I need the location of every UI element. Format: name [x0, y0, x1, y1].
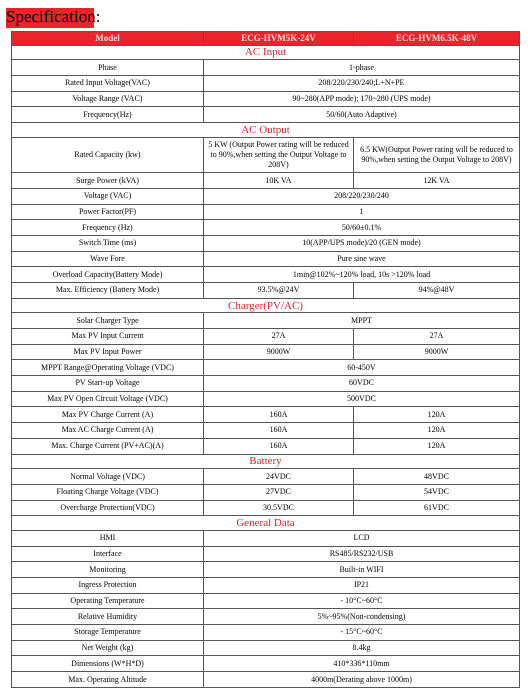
page-title: Specification: — [6, 7, 101, 26]
spec-row — [12, 672, 520, 688]
spec-row — [12, 188, 520, 204]
spec-row — [12, 267, 520, 283]
spec-row — [12, 609, 520, 625]
spec-label: Max PV Charge Current (A) — [12, 407, 204, 423]
spec-value: 60VDC — [204, 376, 520, 392]
spec-label: Dimensions (W*H*D) — [12, 656, 204, 672]
spec-value-model-2: 6.5 KW(Output Power rating will be reduced to 90%,when setting the Output Voltage to 208V) — [354, 137, 520, 173]
spec-label: Phase — [12, 60, 204, 76]
spec-value: MPPT — [204, 313, 520, 329]
spec-value: 1 — [204, 204, 520, 220]
spec-row — [12, 656, 520, 672]
spec-value-model-1: 160A — [204, 438, 354, 454]
spec-value-model-1: 160A — [204, 423, 354, 439]
spec-value-model-2: 12K VA — [354, 173, 520, 189]
spec-value: IP21 — [204, 577, 520, 593]
spec-value: - 10°C~60°C — [204, 593, 520, 609]
spec-label: Wave Fore — [12, 251, 204, 267]
section-title: AC Output — [12, 122, 520, 137]
spec-row — [12, 91, 520, 107]
spec-value: LCD — [204, 530, 520, 546]
spec-row — [12, 60, 520, 76]
spec-row — [12, 577, 520, 593]
spec-label: Switch Time (ms) — [12, 235, 204, 251]
spec-row — [12, 283, 520, 299]
spec-value-model-2: 48VDC — [354, 469, 520, 485]
spec-value-model-2: 120A — [354, 438, 520, 454]
header-model: Model — [12, 32, 204, 46]
spec-row — [12, 204, 520, 220]
spec-value-model-1: 24VDC — [204, 469, 354, 485]
section-title: Charger(PV/AC) — [12, 298, 520, 313]
spec-label: Max. Operating Altitude — [12, 672, 204, 688]
spec-row — [12, 500, 520, 516]
spec-value-model-2: 94%@48V — [354, 283, 520, 299]
spec-label: Surge Power (kVA) — [12, 173, 204, 189]
spec-row — [12, 344, 520, 360]
spec-value: 8.4kg — [204, 640, 520, 656]
spec-value: 4000m(Derating above 1000m) — [204, 672, 520, 688]
header-col2: ECG-HVM6.5K-48V — [354, 32, 520, 46]
spec-row — [12, 251, 520, 267]
spec-table-body — [12, 32, 520, 688]
spec-value: 10(APP/UPS mode)/20 (GEN mode) — [204, 235, 520, 251]
spec-label: Storage Temperature — [12, 624, 204, 640]
spec-value-model-1: 27A — [204, 329, 354, 345]
section-title: Battery — [12, 454, 520, 469]
section-header-row — [12, 122, 520, 137]
spec-row — [12, 329, 520, 345]
section-header-row — [12, 45, 520, 60]
spec-row — [12, 546, 520, 562]
spec-value: 60-450V — [204, 360, 520, 376]
spec-value-model-1: 160A — [204, 407, 354, 423]
spec-label: Max. Charge Current (PV+AC)(A) — [12, 438, 204, 454]
spec-row — [12, 313, 520, 329]
spec-value-model-1: 5 KW (Output Power rating will be reduced to 90%,when setting the Output Voltage to 208V) — [204, 137, 354, 173]
spec-value: - 15°C~60°C — [204, 624, 520, 640]
spec-row — [12, 593, 520, 609]
spec-value: 50/60±0.1% — [204, 220, 520, 236]
spec-label: Max AC Charge Current (A) — [12, 423, 204, 439]
spec-value: 50/60(Auto Adaptive) — [204, 107, 520, 123]
spec-label: Net Weight (kg) — [12, 640, 204, 656]
spec-row — [12, 235, 520, 251]
spec-value: 208/220/230/240 — [204, 188, 520, 204]
spec-value-model-1: 93.5%@24V — [204, 283, 354, 299]
spec-value-model-2: 120A — [354, 407, 520, 423]
spec-row — [12, 360, 520, 376]
spec-row — [12, 469, 520, 485]
spec-label: Floating Charge Voltage (VDC) — [12, 484, 204, 500]
spec-row — [12, 107, 520, 123]
spec-row — [12, 137, 520, 173]
spec-value: 1min@102%~120% load, 10s >120% load — [204, 267, 520, 283]
spec-row — [12, 173, 520, 189]
spec-value-model-2: 9000W — [354, 344, 520, 360]
section-header-row — [12, 454, 520, 469]
spec-row — [12, 640, 520, 656]
spec-value: 1-phase — [204, 60, 520, 76]
spec-label: Max PV Input Current — [12, 329, 204, 345]
spec-label: Normal Voltage (VDC) — [12, 469, 204, 485]
spec-label: MPPT Range@Operating Voltage (VDC) — [12, 360, 204, 376]
header-row — [12, 32, 520, 46]
spec-label: Monitoring — [12, 562, 204, 578]
spec-label: HMI — [12, 530, 204, 546]
spec-row — [12, 391, 520, 407]
section-header-row — [12, 298, 520, 313]
spec-label: Max. Efficiency (Battery Mode) — [12, 283, 204, 299]
spec-label: Overload Capacity(Battery Mode) — [12, 267, 204, 283]
spec-label: Frequency(Hz) — [12, 107, 204, 123]
spec-label: Max PV Input Power — [12, 344, 204, 360]
spec-row — [12, 75, 520, 91]
spec-label: Rated Input Voltage(VAC) — [12, 75, 204, 91]
spec-row — [12, 530, 520, 546]
spec-row — [12, 438, 520, 454]
spec-value: 5%~95%(Non-condensing) — [204, 609, 520, 625]
spec-value: Pure sine wave — [204, 251, 520, 267]
spec-label: Overcharge Protection(VDC) — [12, 500, 204, 516]
spec-label: Ingress Protection — [12, 577, 204, 593]
spec-value: 208/220/230/240;L+N+PE — [204, 75, 520, 91]
spec-value: 90~280(APP mode); 170~280 (UPS mode) — [204, 91, 520, 107]
spec-value-model-1: 9000W — [204, 344, 354, 360]
spec-label: Voltage Range (VAC) — [12, 91, 204, 107]
spec-value-model-2: 61VDC — [354, 500, 520, 516]
section-header-row — [12, 516, 520, 531]
header-col1: ECG-HVM5K-24V — [204, 32, 354, 46]
spec-value-model-2: 120A — [354, 423, 520, 439]
spec-value-model-1: 30.5VDC — [204, 500, 354, 516]
spec-label: Solar Charger Type — [12, 313, 204, 329]
spec-row — [12, 220, 520, 236]
spec-label: Rated Capacity (kw) — [12, 137, 204, 173]
spec-value: RS485/RS232/USB — [204, 546, 520, 562]
spec-value: Built-in WIFI — [204, 562, 520, 578]
spec-row — [12, 624, 520, 640]
spec-value-model-1: 10K VA — [204, 173, 354, 189]
spec-label: PV Start-up Voltage — [12, 376, 204, 392]
spec-label: Power Factor(PF) — [12, 204, 204, 220]
spec-label: Voltage (VAC) — [12, 188, 204, 204]
spec-row — [12, 376, 520, 392]
spec-table — [11, 31, 520, 688]
spec-value-model-1: 27VDC — [204, 484, 354, 500]
section-title: AC Input — [12, 45, 520, 60]
spec-value-model-2: 54VDC — [354, 484, 520, 500]
spec-row — [12, 562, 520, 578]
spec-label: Interface — [12, 546, 204, 562]
spec-value: 410*336*110mm — [204, 656, 520, 672]
spec-label: Relative Humidity — [12, 609, 204, 625]
spec-row — [12, 423, 520, 439]
spec-row — [12, 484, 520, 500]
spec-label: Operating Temperature — [12, 593, 204, 609]
spec-value: 500VDC — [204, 391, 520, 407]
spec-label: Frequency (Hz) — [12, 220, 204, 236]
spec-label: Max PV Open Circuit Voltage (VDC) — [12, 391, 204, 407]
section-title: General Data — [12, 516, 520, 531]
spec-value-model-2: 27A — [354, 329, 520, 345]
spec-row — [12, 407, 520, 423]
